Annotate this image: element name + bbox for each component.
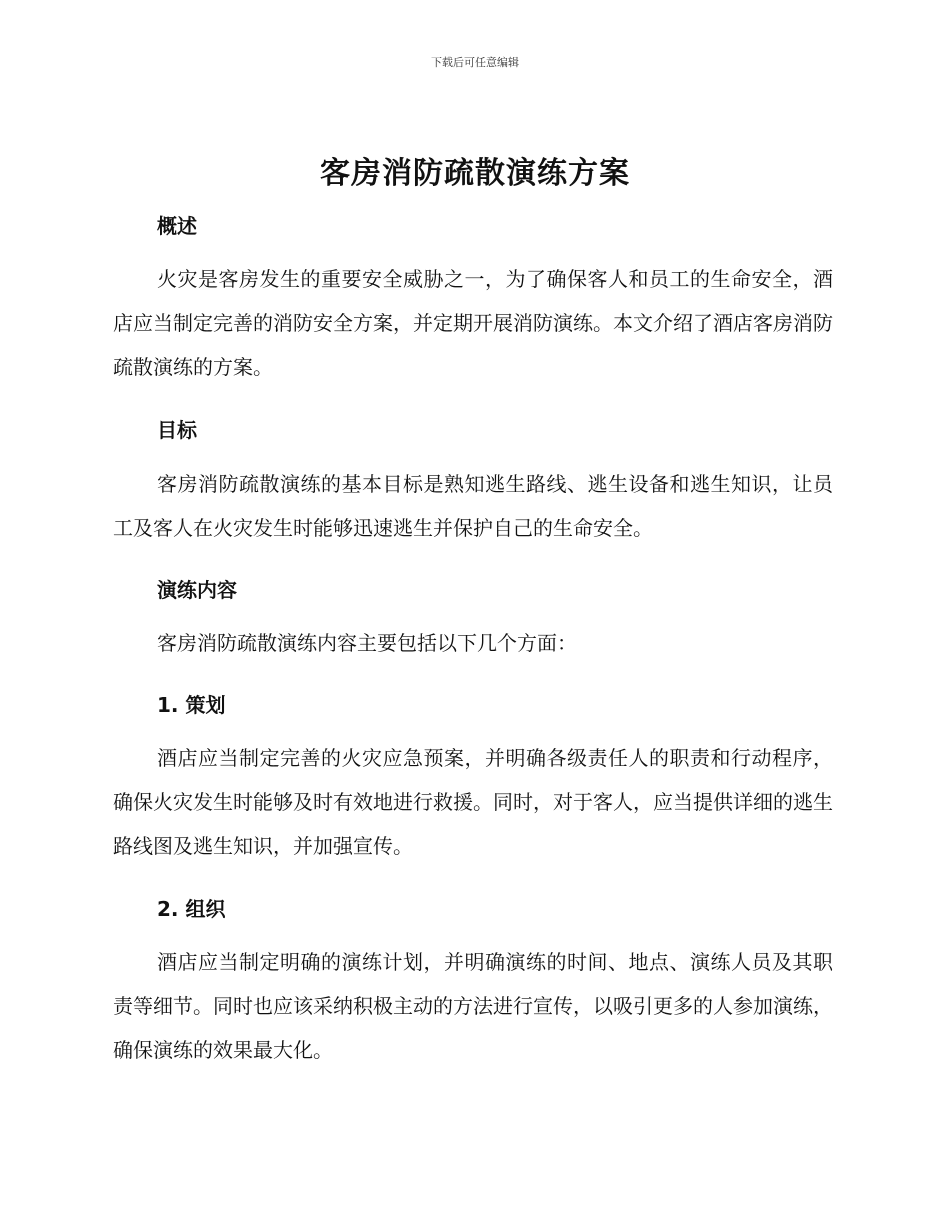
document-title: 客房消防疏散演练方案 (320, 156, 630, 191)
heading-goal: 目标 (157, 418, 197, 442)
paragraph-content: 客房消防疏散演练内容主要包括以下几个方面： (157, 631, 577, 655)
heading-organization: 2. 组织 (157, 897, 226, 921)
header-note: 下载后可任意编辑 (431, 56, 519, 69)
heading-content: 演练内容 (157, 578, 237, 602)
paragraph-goal: 客房消防疏散演练的基本目标是熟知逃生路线、逃生设备和逃生知识，让员工及客人在火灾发生时能够迅速逃生并保护自己的生命安全。 (113, 472, 833, 540)
heading-overview: 概述 (157, 214, 197, 238)
heading-planning: 1. 策划 (157, 693, 226, 717)
paragraph-organization: 酒店应当制定明确的演练计划，并明确演练的时间、地点、演练人员及其职责等细节。同时也应该采纳积极主动的方法进行宣传，以吸引更多的人参加演练，确保演练的效果最大化。 (113, 950, 833, 1062)
paragraph-planning: 酒店应当制定完善的火灾应急预案，并明确各级责任人的职责和行动程序，确保火灾发生时能够及时有效地进行救援。同时，对于客人，应当提供详细的逃生路线图及逃生知识，并加强宣传。 (113, 746, 833, 858)
paragraph-overview: 火灾是客房发生的重要安全威胁之一，为了确保客人和员工的生命安全，酒店应当制定完善的消防安全方案，并定期开展消防演练。本文介绍了酒店客房消防疏散演练的方案。 (113, 267, 833, 379)
